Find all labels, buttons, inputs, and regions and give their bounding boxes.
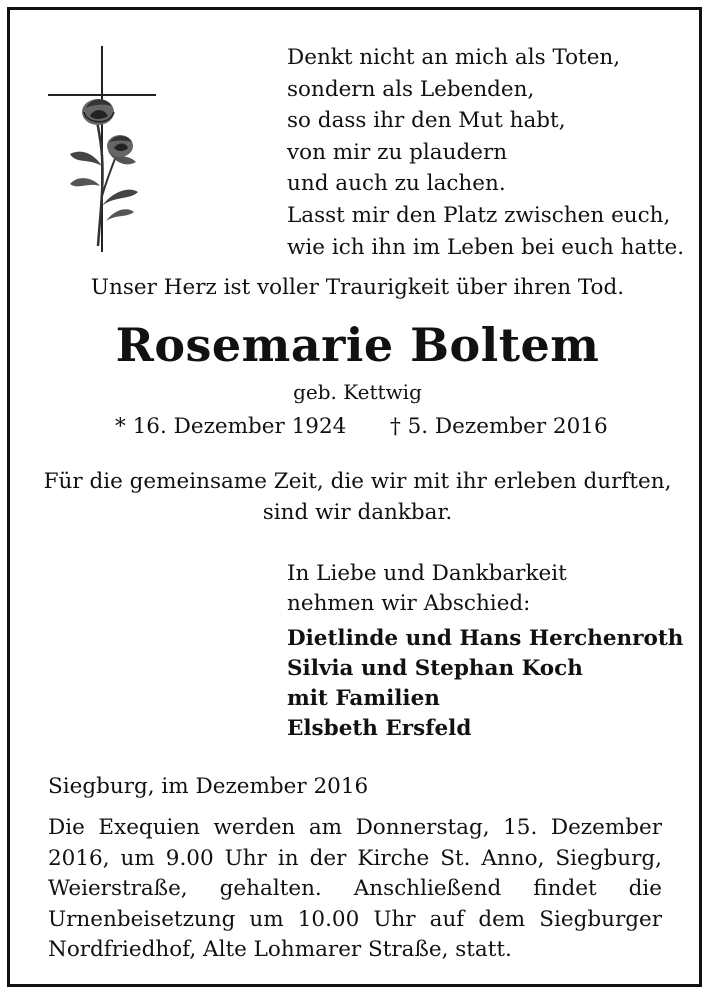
farewell-line: In Liebe und Dankbarkeit bbox=[287, 561, 567, 586]
mourner-name: Dietlinde und Hans Herchenroth bbox=[287, 626, 684, 651]
thanks-line: sind wir dankbar. bbox=[262, 500, 453, 525]
farewell-text bbox=[287, 559, 567, 619]
mourners-list bbox=[287, 624, 683, 744]
poem-line: so dass ihr den Mut habt, bbox=[287, 108, 566, 134]
poem-line: sondern als Lebenden, bbox=[287, 76, 535, 102]
intro-text: Unser Herz ist voller Traurigkeit über ihren Tod. bbox=[90, 275, 625, 300]
poem-line: und auch zu lachen. bbox=[287, 171, 506, 197]
thanks-text bbox=[0, 466, 715, 528]
birth-name: geb. Kettwig bbox=[293, 380, 422, 404]
mourner-name: Silvia und Stephan Koch bbox=[287, 656, 583, 681]
poem-line: Denkt nicht an mich als Toten, bbox=[287, 45, 621, 70]
poem-line: von mir zu plaudern bbox=[287, 139, 508, 165]
deceased-name: Rosemarie Boltem bbox=[115, 318, 600, 372]
poem-line: Lasst mir den Platz zwischen euch, bbox=[287, 202, 671, 228]
mourner-name: mit Familien bbox=[287, 686, 440, 711]
poem-line: wie ich ihn im Leben bei euch hatte. bbox=[287, 234, 685, 260]
birth-date: * 16. Dezember 1924 bbox=[115, 414, 347, 439]
service-details: Die Exequien werden am Donnerstag, 15. Dezember 2016, um 9.00 Uhr in der Kirche St. Anno, Siegburg, Weierstraße, gehalten. Anschließend findet die Urnenbeisetzung um 10.00 Uhr auf dem Siegburger Nordfriedhof, Alte Lohmarer Straße, statt. bbox=[48, 815, 662, 962]
thanks-line: Für die gemeinsame Zeit, die wir mit ihr erleben durften, bbox=[43, 469, 672, 494]
cross-with-rose-icon bbox=[48, 46, 160, 256]
death-date: † 5. Dezember 2016 bbox=[390, 414, 608, 439]
place-date: Siegburg, im Dezember 2016 bbox=[48, 774, 369, 799]
poem bbox=[287, 42, 684, 263]
farewell-line: nehmen wir Abschied: bbox=[287, 591, 531, 616]
mourner-name: Elsbeth Ersfeld bbox=[287, 716, 472, 741]
